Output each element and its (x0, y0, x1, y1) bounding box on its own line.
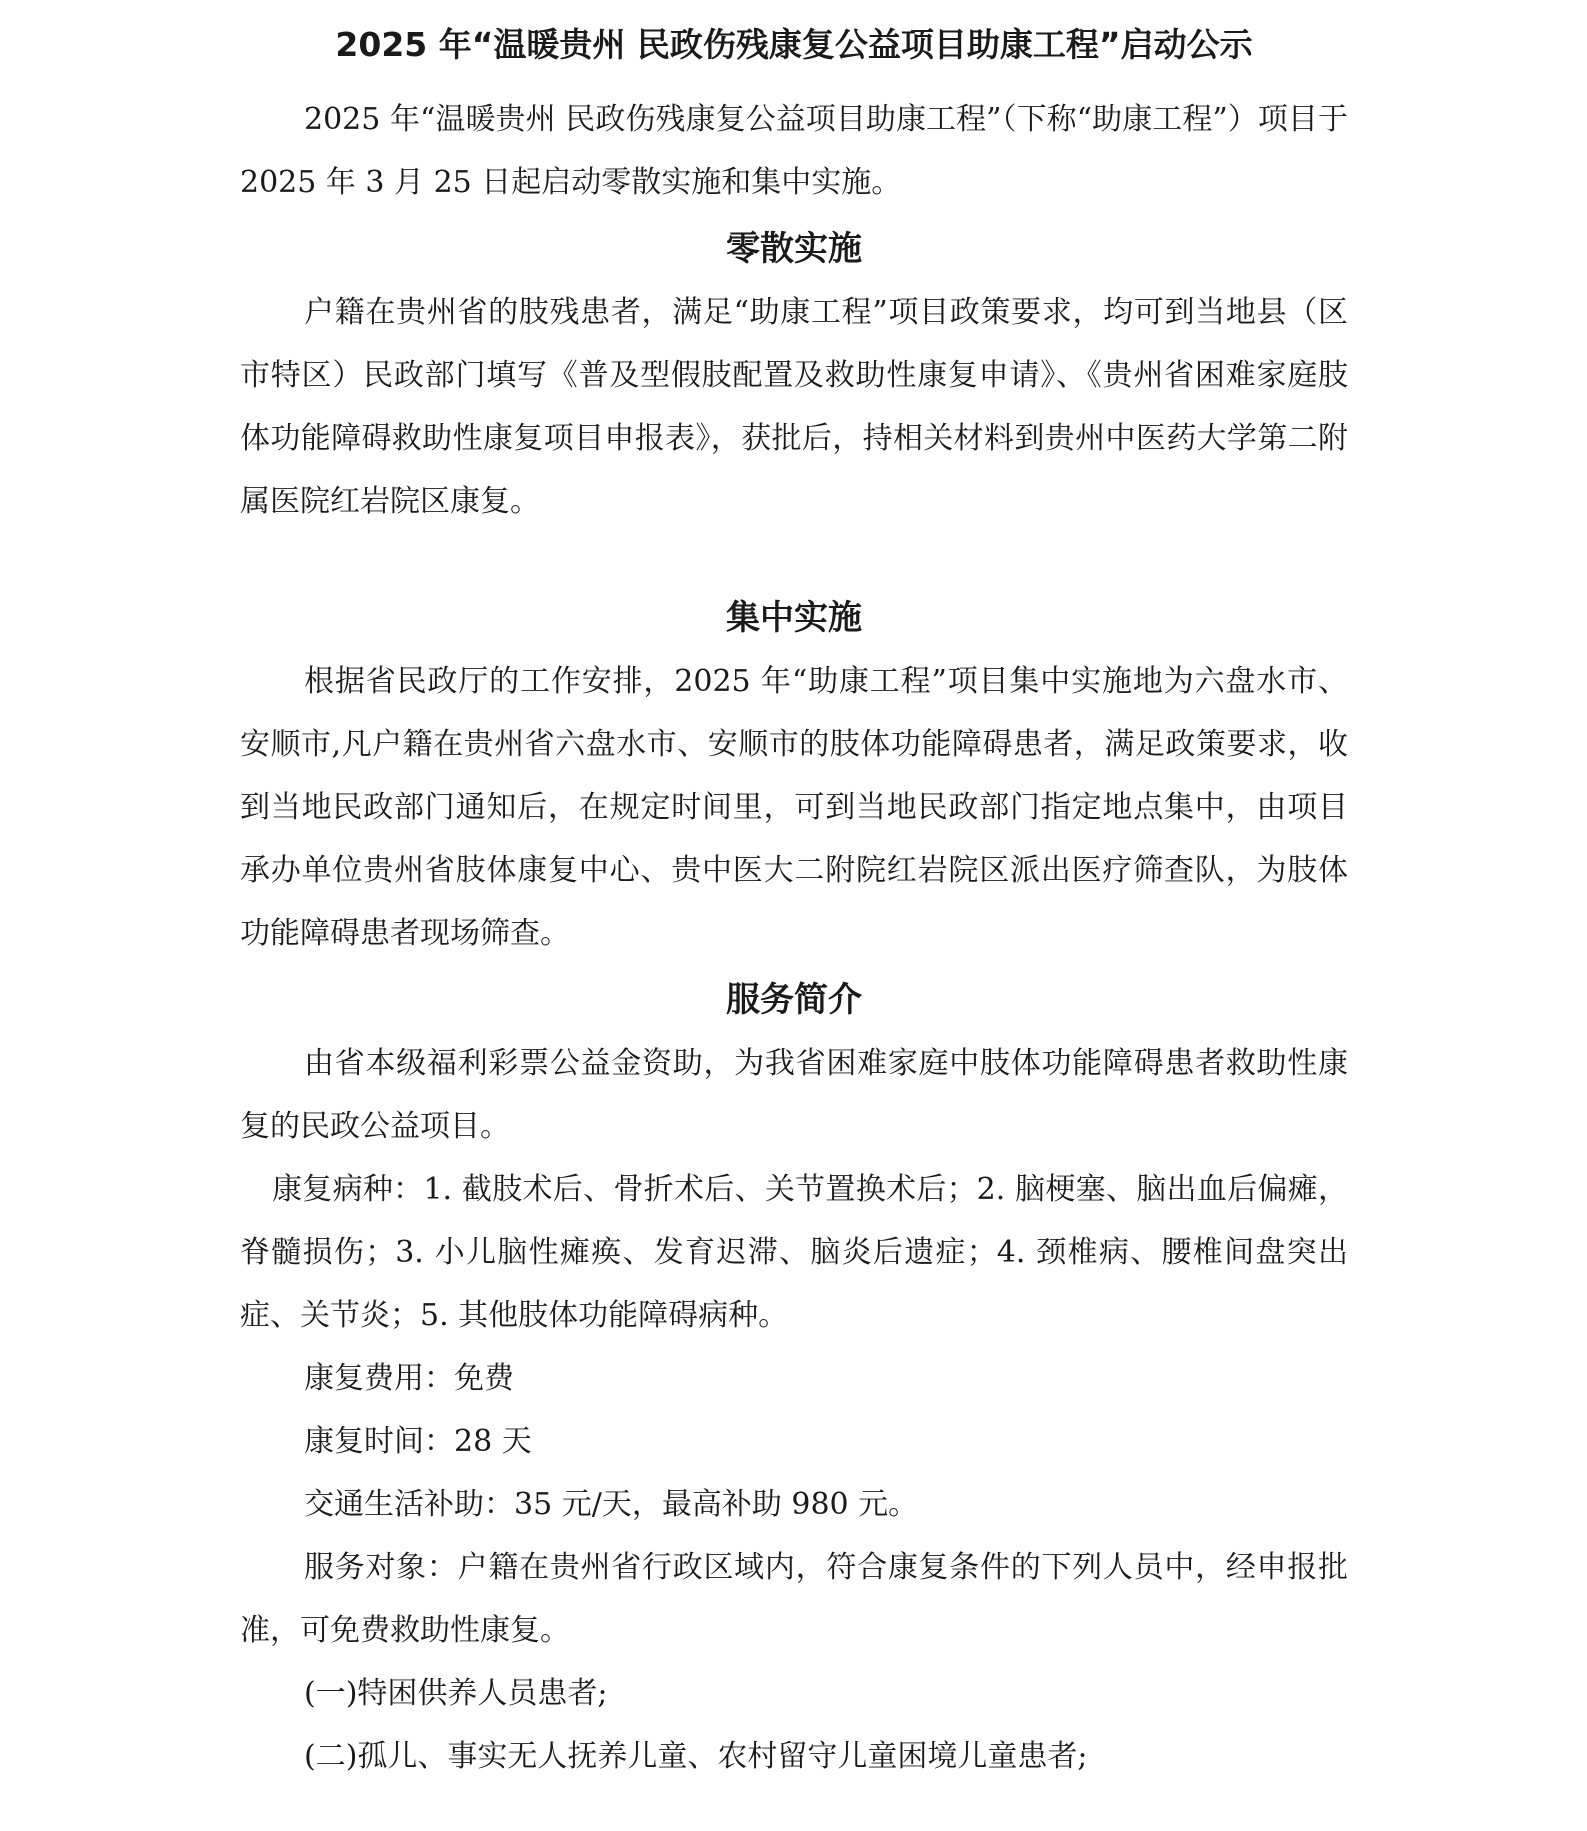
service-duration: 康复时间：28 天 (304, 1424, 532, 1459)
service-subsidy: 交通生活补助：35 元/天，最高补助 980 元。 (304, 1487, 919, 1522)
section-heading-scattered: 零散实施 (726, 229, 862, 269)
document-title: 2025 年“温暖贵州 民政伤残康复公益项目助康工程”启动公示 (335, 25, 1253, 64)
section-heading-centralized: 集中实施 (726, 598, 862, 638)
service-diseases: 康复病种：1. 截肢术后、骨折术后、关节置换术后；2. 脑梗塞、脑出血后偏瘫，脊髓损伤；3. 小儿脑性瘫痪、发育迟滞、脑炎后遗症；4. 颈椎病、腰椎间盘突出症、关节炎；5. 其他肢体功能障碍病种。 (240, 1172, 1348, 1333)
section-scattered-body: 户籍在贵州省的肢残患者，满足“助康工程”项目政策要求，均可到当地县（区市特区）民政部门填写《普及型假肢配置及救助性康复申请》、《贵州省困难家庭肢体功能障碍救助性康复项目申报表》，获批后，持相关材料到贵州中医药大学第二附属医院红岩院区康复。 (240, 295, 1348, 519)
service-intro: 由省本级福利彩票公益金资助，为我省困难家庭中肢体功能障碍患者救助性康复的民政公益项目。 (240, 1046, 1348, 1144)
section-heading-service: 服务简介 (726, 980, 862, 1020)
intro-paragraph: 2025 年“温暖贵州 民政伤残康复公益项目助康工程”（下称“助康工程”）项目于 2025 年 3 月 25 日起启动零散实施和集中实施。 (240, 102, 1348, 200)
service-fee: 康复费用：免费 (304, 1361, 514, 1396)
target-item-1: (一)特困供养人员患者; (304, 1676, 608, 1711)
document-body (240, 88, 1348, 1788)
section-centralized-body: 根据省民政厅的工作安排，2025 年“助康工程”项目集中实施地为六盘水市、安顺市,凡户籍在贵州省六盘水市、安顺市的肢体功能障碍患者，满足政策要求，收到当地民政部门通知后，在规定时间里，可到当地民政部门指定地点集中，由项目承办单位贵州省肢体康复中心、贵中医大二附院红岩院区派出医疗筛查队，为肢体功能障碍患者现场筛查。 (240, 664, 1348, 951)
target-item-2: (二)孤儿、事实无人抚养儿童、农村留守儿童困境儿童患者; (304, 1739, 1088, 1774)
service-target: 服务对象：户籍在贵州省行政区域内，符合康复条件的下列人员中，经申报批准，可免费救助性康复。 (240, 1550, 1348, 1648)
